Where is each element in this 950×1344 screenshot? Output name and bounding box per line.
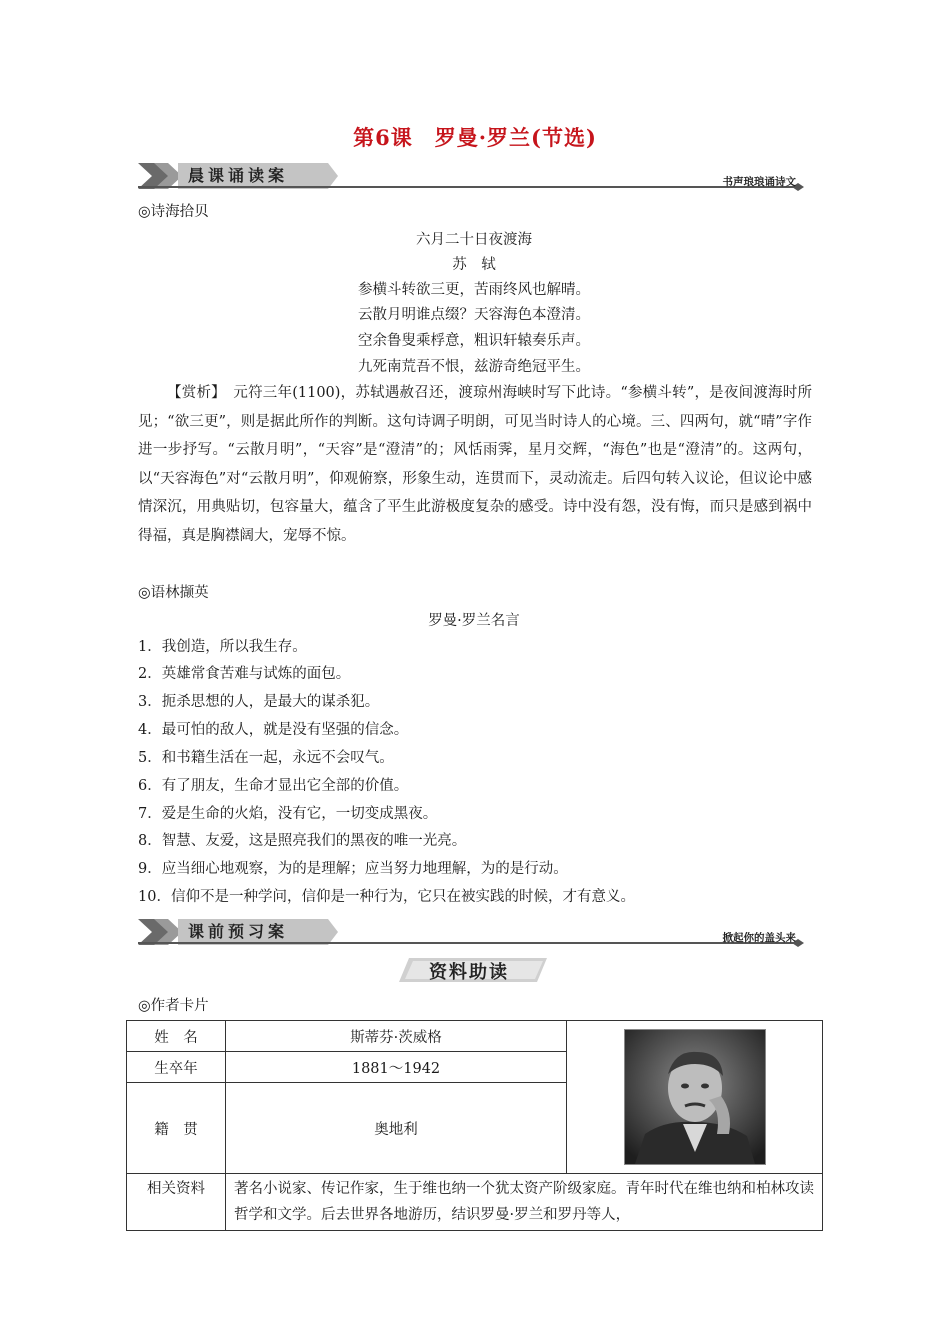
origin-label: 籍 贯	[127, 1083, 226, 1174]
poem-line: 云散月明谁点缀？天容海色本澄清。	[358, 307, 590, 323]
info-value: 著名小说家、传记作家，生于维也纳一个犹太资产阶级家庭。青年时代在维也纳和柏林攻读哲学和文学。后去世界各地游历，结识罗曼·罗兰和罗丹等人，	[226, 1174, 823, 1231]
section-author-heading: ◎作者卡片	[138, 998, 209, 1014]
name-value: 斯蒂芬·茨威格	[226, 1021, 567, 1052]
quotes-title: 罗曼·罗兰名言	[428, 613, 520, 629]
author-photo	[624, 1029, 766, 1165]
reading-badge	[395, 954, 555, 986]
banner-morning-reading	[138, 160, 810, 192]
banner-tagline: 掀起你的盖头来	[722, 932, 796, 944]
author-photo-cell	[567, 1021, 823, 1174]
portrait-image	[625, 1030, 765, 1164]
poem-title: 六月二十日夜渡海	[416, 232, 532, 248]
appreciation-paragraph: 【赏析】 元符三年(1100)，苏轼遇赦召还，渡琼州海峡时写下此诗。“参横斗转”，是夜间渡海时所见；“欲三更”，则是据此所作的判断。这句诗调子明朗，可见当时诗人的心境。三、四两句，就“晴”字作进一步抒写。“云散月明”，“天容”是“澄清”的；风恬雨霁，星月交辉，“海色”也是“澄清”的。这两句，以“天容海色”对“云散月明”，仰观俯察，形象生动，连贯而下，灵动流走。后四句转入议论，但议论中感情深沉，用典贴切，包容量大，蕴含了平生此游极度复杂的感受。诗中没有怨，没有悔，而只是感到祸中得福，真是胸襟阔大，宠辱不惊。	[138, 385, 812, 544]
origin-value: 奥地利	[226, 1083, 567, 1174]
years-label: 生卒年	[127, 1052, 226, 1083]
poem-author: 苏 轼	[452, 257, 496, 273]
banner-preview	[138, 916, 810, 948]
quote-item: 2．英雄常食苦难与试炼的面包。	[138, 666, 351, 682]
badge-label: 资料助读	[429, 962, 509, 983]
table-row	[127, 1174, 823, 1231]
quote-item: 9．应当细心地观察，为的是理解；应当努力地理解，为的是行动。	[138, 861, 568, 877]
quote-item: 10．信仰不是一种学问，信仰是一种行为，它只在被实践的时候，才有意义。	[138, 889, 635, 905]
poem-line: 参横斗转欲三更，苦雨终风也解晴。	[358, 282, 590, 298]
quote-item: 3．扼杀思想的人，是最大的谋杀犯。	[138, 694, 380, 710]
quote-item: 4．最可怕的敌人，就是没有坚强的信念。	[138, 722, 409, 738]
banner-label: 课前预习案	[188, 922, 289, 941]
quote-item: 1．我创造，所以我生存。	[138, 639, 307, 655]
poem-line: 空余鲁叟乘桴意，粗识轩辕奏乐声。	[358, 333, 590, 349]
section-quotes-heading: ◎语林撷英	[138, 585, 209, 601]
years-value: 1881～1942	[226, 1052, 567, 1083]
table-row	[127, 1021, 823, 1052]
quote-item: 7．爱是生命的火焰，没有它，一切变成黑夜。	[138, 806, 438, 822]
quote-item: 6．有了朋友，生命才显出它全部的价值。	[138, 778, 409, 794]
banner-tagline: 书声琅琅诵诗文	[722, 176, 796, 188]
quote-item: 5．和书籍生活在一起，永远不会叹气。	[138, 750, 394, 766]
info-label: 相关资料	[127, 1174, 226, 1231]
section-poem-heading: ◎诗海拾贝	[138, 204, 209, 220]
quote-item: 8．智慧、友爱，这是照亮我们的黑夜的唯一光亮。	[138, 833, 467, 849]
page-title: 第6课 罗曼·罗兰(节选)	[353, 125, 597, 150]
poem-line: 九死南荒吾不恨，兹游奇绝冠平生。	[358, 359, 590, 375]
banner-label: 晨课诵读案	[188, 166, 289, 185]
name-label: 姓 名	[127, 1021, 226, 1052]
author-card-table	[126, 1020, 823, 1231]
